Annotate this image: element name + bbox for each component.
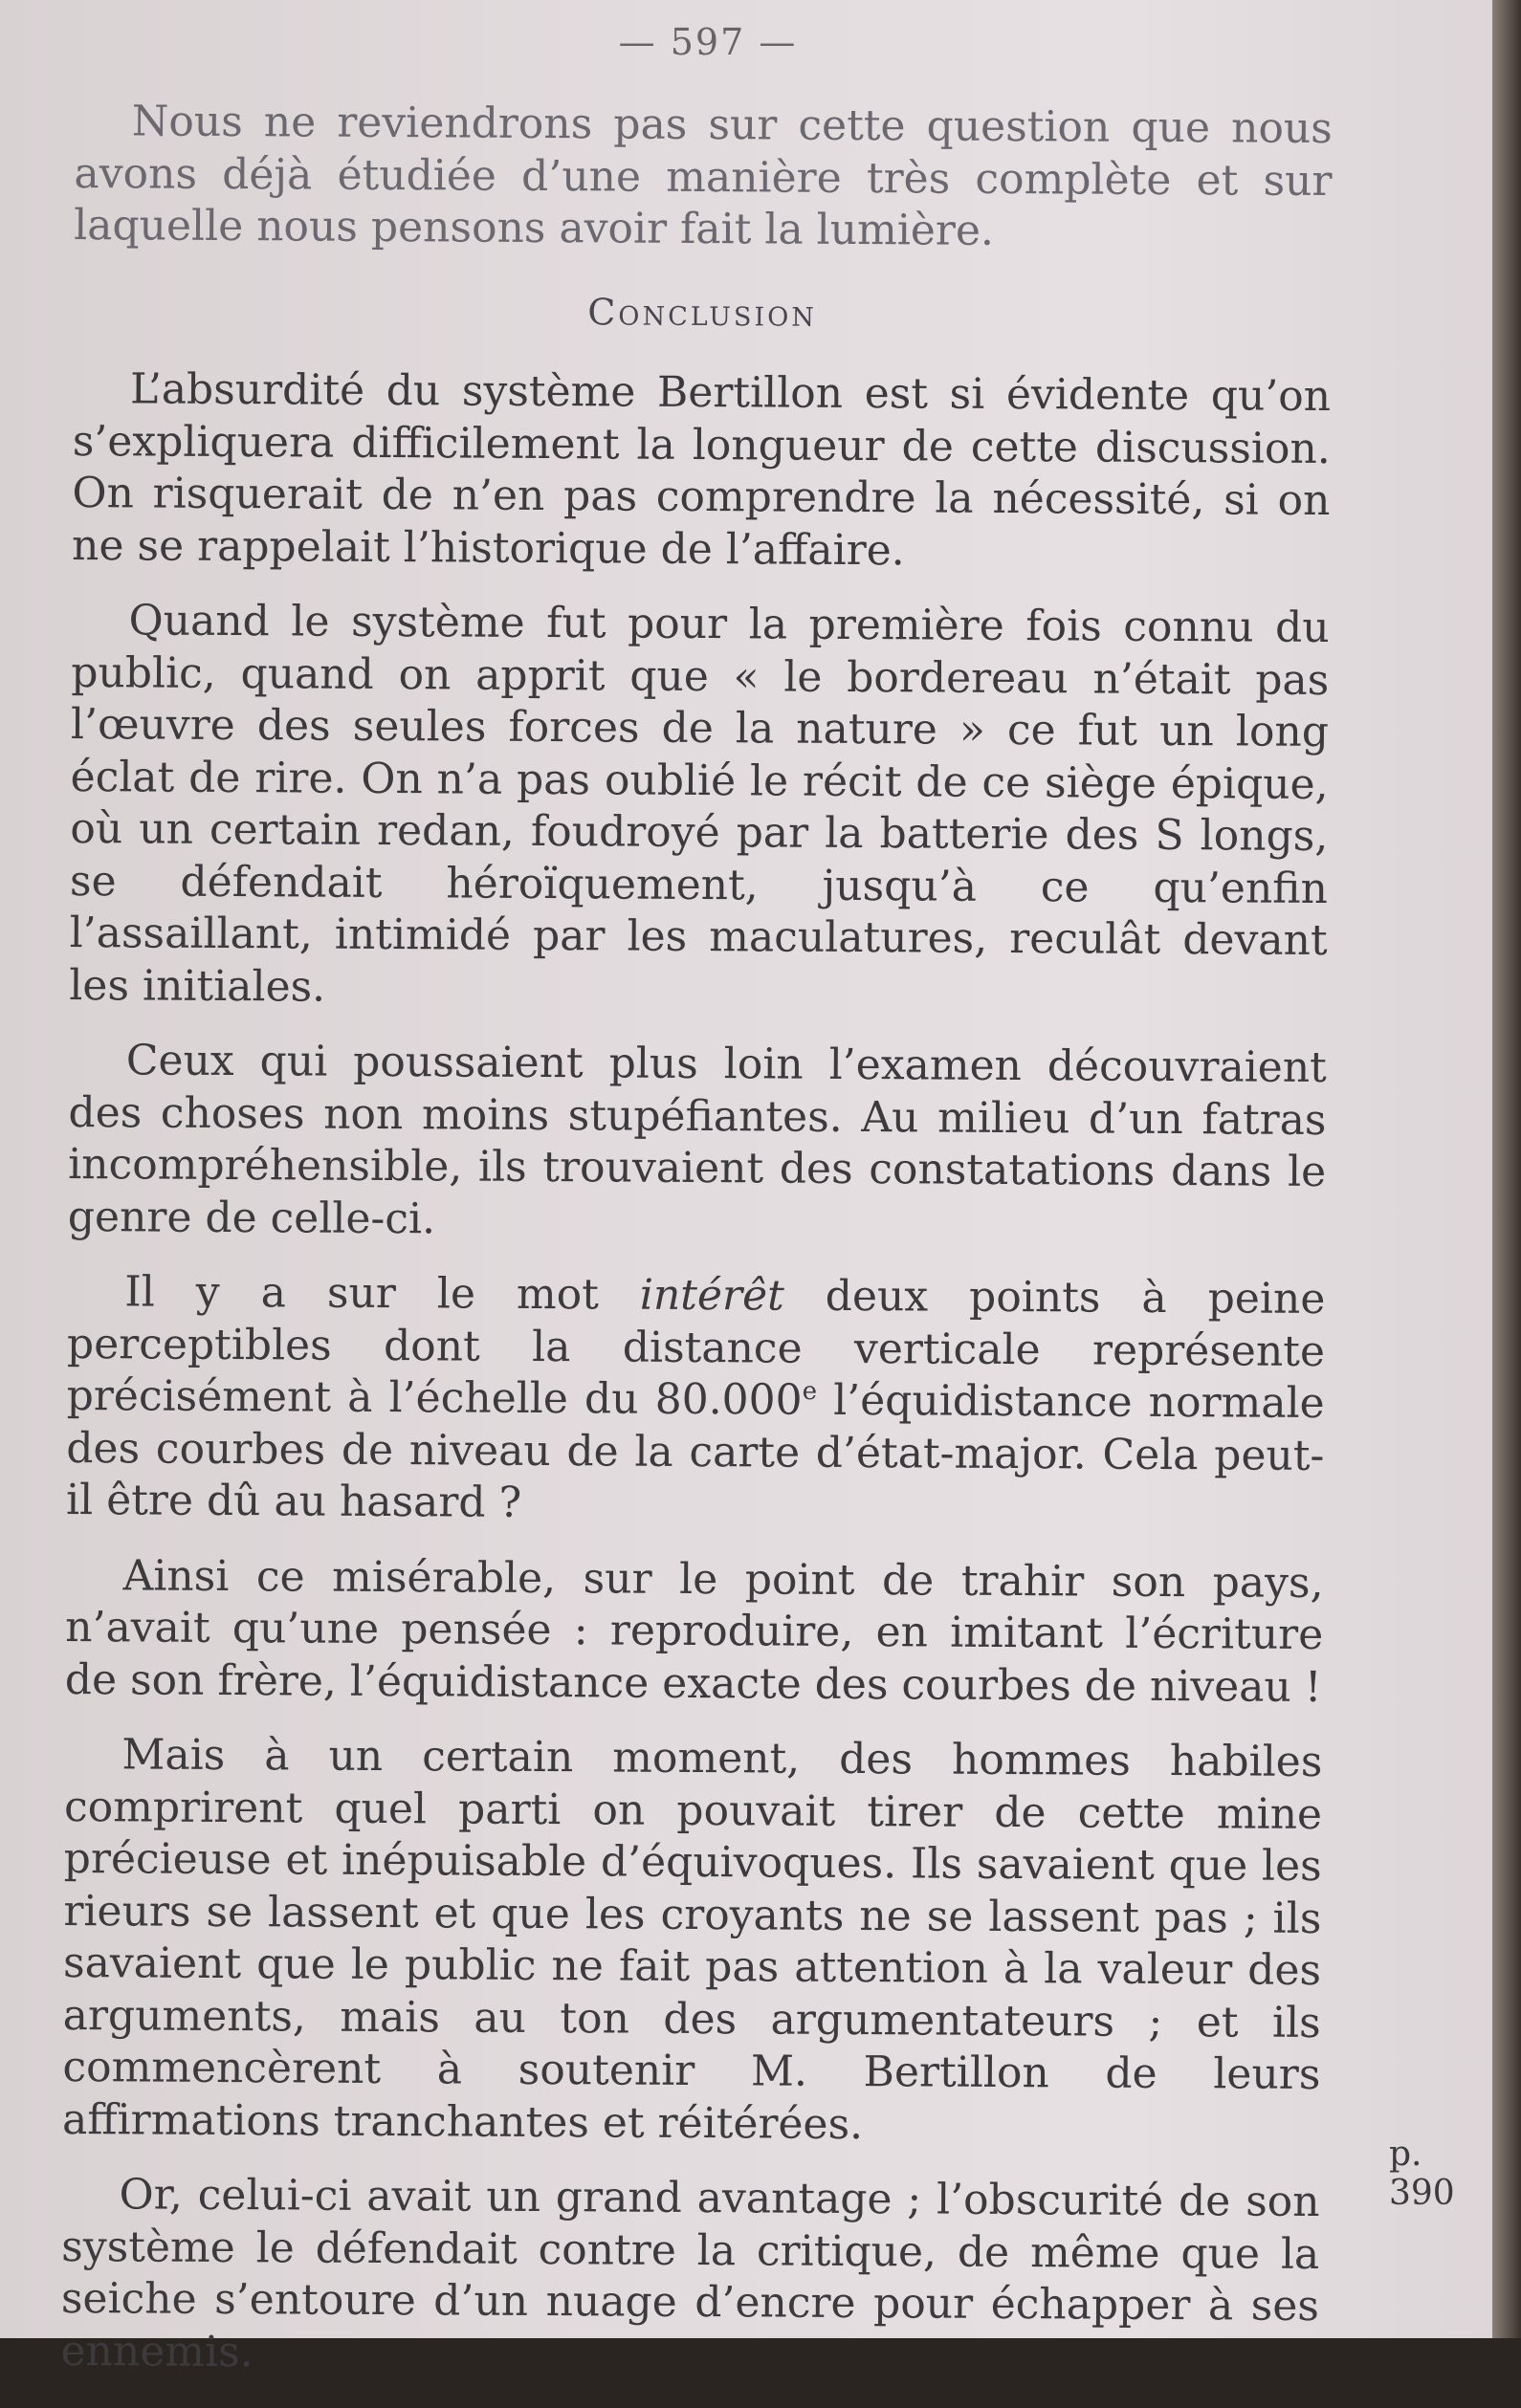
paragraph-public-reaction: Quand le système fut pour la première fois connu du public, quand on apprit que « le bordereau n’était pas l’œuvre des seules forces de la nature » ce fut un long éclat de rire. On n’a pas oublié le récit de ce siège épique, où un certain redan, foudroyé par la batterie des S longs, se défendait héroïquement, jusqu’à ce qu’enfin l’assaillant, intimidé par les maculatures, reculât devant les initiales. <box>69 596 1330 1012</box>
quote-text-middle: deux points à peine perceptibles dont la distance verticale représente précisément à l’échelle du 80.000 <box>66 1271 1326 1425</box>
paragraph-advantage: Or, celui-ci avait un grand avantage ; l’obscurité de son système le défendait contre la critique, de même que la seiche s’entoure d’un nuage d’encre pour échapper à ses ennemis. <box>60 2170 1320 2376</box>
margin-page-reference: p. 390 <box>1389 2134 1455 2213</box>
paragraph-quote <box>66 1266 1326 1535</box>
paragraph-clever-men: Mais à un certain moment, des hommes habiles comprirent quel parti on pouvait tirer de cette mine précieuse et inépuisable d’équivoques. Ils savaient que les rieurs se lassent et que les croyants ne se lassent pas ; ils savaient que le public ne fait pas attention à la valeur des arguments, mais au ton des argumentateurs ; et ils commencèrent à soutenir M. Bertillon de leurs affirmations tranchantes et réitérées. <box>61 1730 1323 2149</box>
quote-text-end: l’équidistance normale des courbes de niveau de la carte d’état-major. Cela peut-il être dû au hasard ? <box>65 1375 1325 1527</box>
quote-text-start: Il y a sur le mot <box>124 1267 641 1320</box>
paragraph-miserable: Ainsi ce misérable, sur le point de trahir son pays, n’avait qu’une pensée : reproduire, en imitant l’écriture de son frère, l’équidistance exacte des courbes de niveau ! <box>64 1550 1324 1712</box>
quote-italic-word: intérêt <box>639 1270 784 1321</box>
quote-superscript: e <box>802 1377 818 1407</box>
page-text <box>60 96 1333 2408</box>
paragraph-examination: Ceux qui poussaient plus loin l’examen découvraient des choses non moins stupéfiantes. Au milieu d’un fatras incompréhensible, ils trouvaient des constatations dans le genre de celle-ci. <box>67 1036 1327 1243</box>
section-heading: Conclusion <box>587 290 818 335</box>
page-number: — 597 — <box>618 21 798 63</box>
intro-paragraph: Nous ne reviendrons pas sur cette question que nous avons déjà étudiée d’une manière très complète et sur laquelle nous pensons avoir fait la lumière. <box>74 97 1333 255</box>
book-binding-edge <box>1492 0 1521 2338</box>
paragraph-absurdity: L’absurdité du système Bertillon est si évidente qu’on s’expliquera difficilement la longueur de cette discussion. On risquerait de n’en pas comprendre la nécessité, si on ne se rappelait l’historique de l’affaire. <box>71 364 1332 575</box>
